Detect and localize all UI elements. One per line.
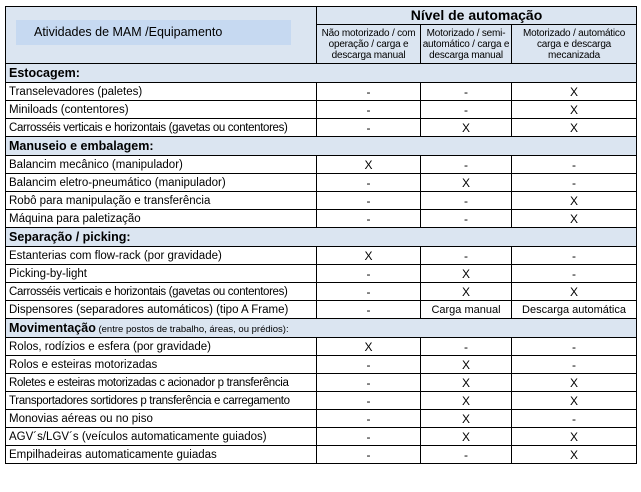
- column-header-semi-automatic: Motorizado / semi-automático / carga e descarga manual: [421, 25, 512, 64]
- level-value-cell: -: [317, 374, 421, 392]
- level-value-cell: -: [317, 446, 421, 464]
- table-row: [6, 83, 637, 101]
- level-value-cell: Descarga automática: [512, 301, 637, 319]
- level-value-cell: X: [421, 392, 512, 410]
- activity-cell: Máquina para paletização: [6, 210, 317, 228]
- table-row: [6, 338, 637, 356]
- level-value-cell: X: [512, 83, 637, 101]
- table-row: [6, 265, 637, 283]
- section-header-row: [6, 137, 637, 156]
- activities-header-label: Atividades de MAM /Equipamento: [16, 20, 291, 45]
- level-value-cell: X: [421, 356, 512, 374]
- table-row: [6, 301, 637, 319]
- level-value-cell: -: [317, 192, 421, 210]
- table-row: [6, 156, 637, 174]
- level-value-cell: -: [421, 210, 512, 228]
- level-value-cell: -: [317, 174, 421, 192]
- level-value-cell: -: [317, 119, 421, 137]
- section-title-cell: [6, 228, 637, 247]
- level-value-cell: Carga manual: [421, 301, 512, 319]
- section-title: Manuseio e embalagem:: [9, 139, 154, 153]
- section-title-cell: [6, 137, 637, 156]
- level-value-cell: -: [317, 265, 421, 283]
- activity-cell: Rolos e esteiras motorizadas: [6, 356, 317, 374]
- level-value-cell: X: [512, 119, 637, 137]
- level-value-cell: -: [317, 392, 421, 410]
- level-value-cell: -: [317, 101, 421, 119]
- level-value-cell: -: [421, 338, 512, 356]
- table-row: [6, 247, 637, 265]
- section-title-cell: [6, 319, 637, 338]
- level-value-cell: X: [512, 210, 637, 228]
- section-header-row: [6, 228, 637, 247]
- column-header-non-motorized: Não motorizado / com operação / carga e descarga manual: [317, 25, 421, 64]
- level-value-cell: X: [421, 410, 512, 428]
- activity-cell: Balancim mecânico (manipulador): [6, 156, 317, 174]
- level-value-cell: -: [421, 247, 512, 265]
- level-value-cell: X: [512, 428, 637, 446]
- activity-cell: Transportadores sortidores p transferência e carregamento: [6, 392, 317, 410]
- table-row: [6, 356, 637, 374]
- activity-cell: Rolos, rodízios e esfera (por gravidade): [6, 338, 317, 356]
- level-value-cell: -: [317, 356, 421, 374]
- activity-cell: Empilhadeiras automaticamente guiadas: [6, 446, 317, 464]
- level-value-cell: X: [421, 265, 512, 283]
- level-value-cell: X: [512, 392, 637, 410]
- section-title: Separação / picking:: [9, 230, 131, 244]
- level-value-cell: -: [512, 247, 637, 265]
- table-row: [6, 210, 637, 228]
- automation-level-title: Nível de automação: [317, 7, 637, 25]
- level-value-cell: X: [512, 101, 637, 119]
- level-value-cell: X: [421, 174, 512, 192]
- level-value-cell: -: [512, 410, 637, 428]
- level-value-cell: X: [317, 247, 421, 265]
- level-value-cell: -: [512, 156, 637, 174]
- level-value-cell: -: [421, 156, 512, 174]
- activity-cell: Carrosséis verticais e horizontais (gavetas ou contentores): [6, 119, 317, 137]
- table-row: [6, 446, 637, 464]
- activity-cell: Robô para manipulação e transferência: [6, 192, 317, 210]
- activity-cell: Estanterias com flow-rack (por gravidade): [6, 247, 317, 265]
- table-row: [6, 119, 637, 137]
- section-note: (entre postos de trabalho, áreas, ou prédios):: [95, 324, 289, 335]
- level-value-cell: -: [317, 428, 421, 446]
- level-value-cell: X: [512, 374, 637, 392]
- level-value-cell: -: [512, 265, 637, 283]
- level-value-cell: X: [512, 446, 637, 464]
- activity-cell: Balancim eletro-pneumático (manipulador): [6, 174, 317, 192]
- section-header-row: [6, 64, 637, 83]
- automation-table-container: [5, 6, 636, 464]
- table-row: [6, 392, 637, 410]
- table-row: [6, 101, 637, 119]
- level-value-cell: -: [317, 301, 421, 319]
- level-value-cell: X: [317, 156, 421, 174]
- level-value-cell: -: [512, 356, 637, 374]
- level-value-cell: -: [317, 210, 421, 228]
- level-value-cell: X: [421, 119, 512, 137]
- automation-level-table: [5, 6, 637, 464]
- level-value-cell: -: [421, 446, 512, 464]
- section-header-row: [6, 319, 637, 338]
- table-row: [6, 192, 637, 210]
- level-value-cell: X: [512, 192, 637, 210]
- column-header-automatic: Motorizado / automático carga e descarga mecanizada: [512, 25, 637, 64]
- level-value-cell: -: [317, 410, 421, 428]
- activity-cell: Miniloads (contentores): [6, 101, 317, 119]
- activity-cell: Carrosséis verticais e horizontais (gavetas ou contentores): [6, 283, 317, 301]
- activity-cell: Monovias aéreas ou no piso: [6, 410, 317, 428]
- level-value-cell: -: [512, 338, 637, 356]
- table-row: [6, 410, 637, 428]
- level-value-cell: -: [317, 283, 421, 301]
- level-value-cell: -: [421, 101, 512, 119]
- table-row: [6, 174, 637, 192]
- section-title-cell: [6, 64, 637, 83]
- level-value-cell: -: [421, 192, 512, 210]
- activity-cell: Roletes e esteiras motorizadas c acionador p transferência: [6, 374, 317, 392]
- level-value-cell: X: [421, 428, 512, 446]
- level-value-cell: X: [512, 283, 637, 301]
- level-value-cell: -: [317, 83, 421, 101]
- table-row: [6, 283, 637, 301]
- section-title: Estocagem:: [9, 66, 80, 80]
- section-title: Movimentação: [9, 321, 96, 335]
- activity-cell: AGV´s/LGV´s (veículos automaticamente guiados): [6, 428, 317, 446]
- level-value-cell: X: [421, 283, 512, 301]
- activity-cell: Dispensores (separadores automáticos) (tipo A Frame): [6, 301, 317, 319]
- level-value-cell: -: [421, 83, 512, 101]
- level-value-cell: X: [421, 374, 512, 392]
- activity-cell: Picking-by-light: [6, 265, 317, 283]
- activity-cell: Transelevadores (paletes): [6, 83, 317, 101]
- level-value-cell: -: [512, 174, 637, 192]
- table-row: [6, 374, 637, 392]
- level-value-cell: X: [317, 338, 421, 356]
- activities-header-cell: [6, 7, 317, 64]
- table-row: [6, 428, 637, 446]
